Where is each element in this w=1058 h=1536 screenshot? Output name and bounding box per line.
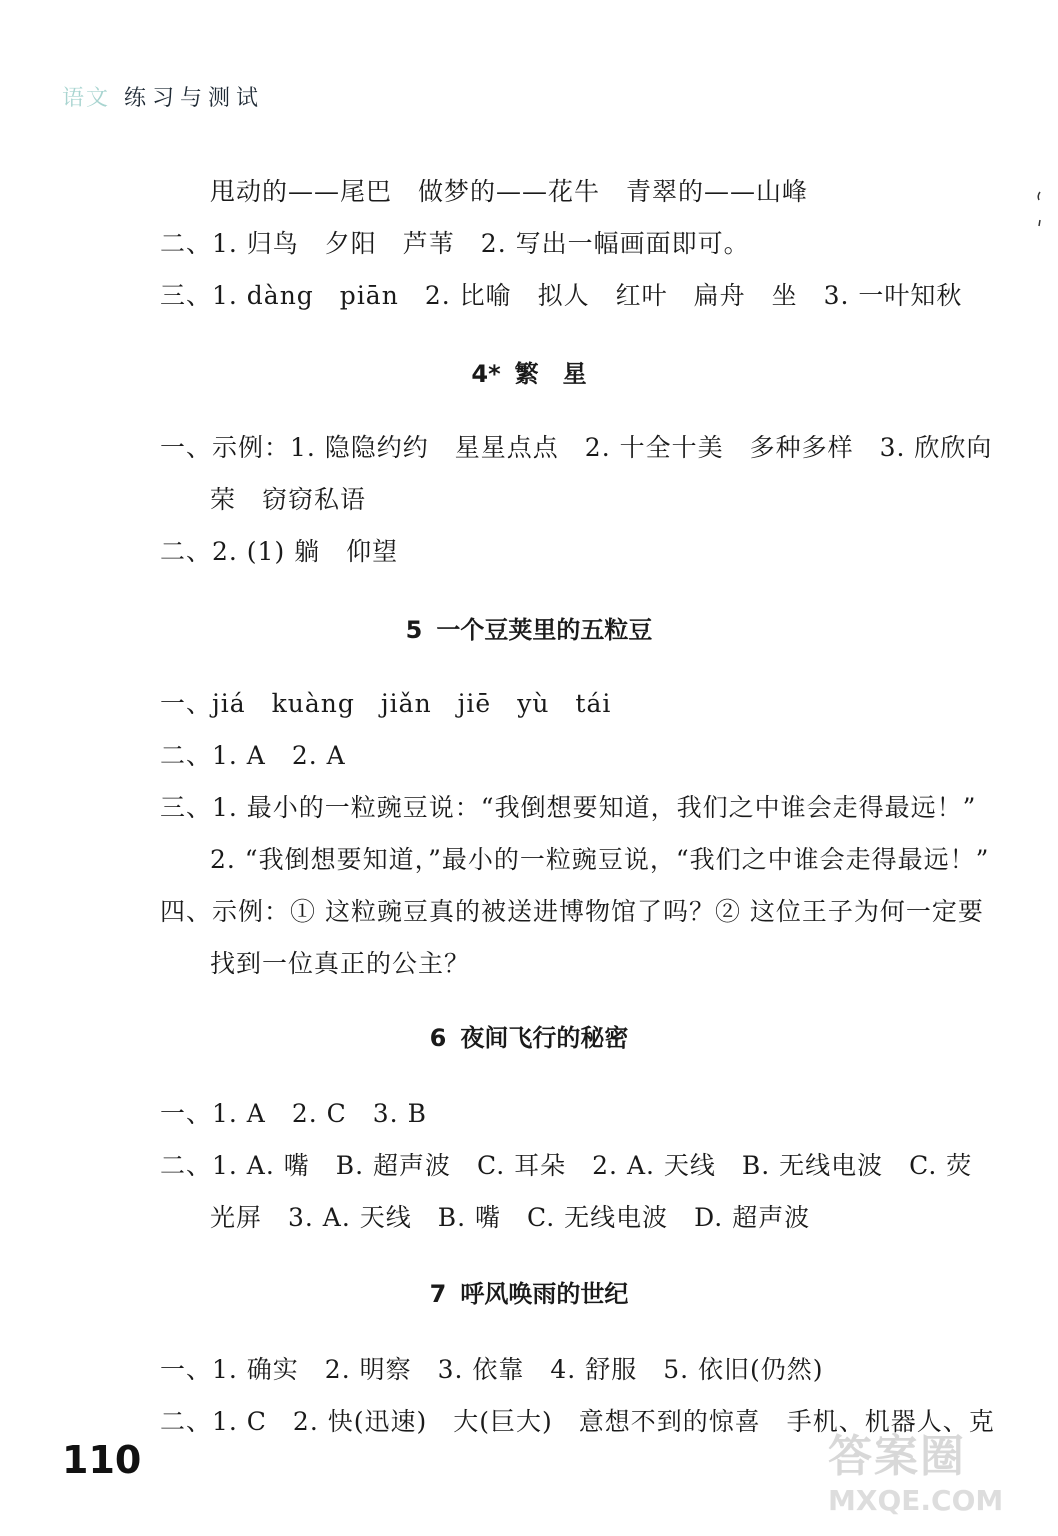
answer-line: 三、1. dàng piān 2. 比喻 拟人 红叶 扁舟 坐 3. 一叶知秋	[160, 281, 963, 310]
answer-line: 二、1. 归鸟 夕阳 芦苇 2. 写出一幅画面即可。	[160, 229, 750, 258]
answer-line: 二、2. (1) 躺 仰望	[160, 537, 399, 566]
answer-line: 2. “我倒想要知道，”最小的一粒豌豆说，“我们之中谁会走得最远！”	[210, 845, 990, 874]
section-heading	[0, 358, 1058, 390]
answer-line: 三、1. 最小的一粒豌豆说：“我倒想要知道，我们之中谁会走得最远！”	[160, 793, 977, 822]
section-heading	[0, 1278, 1058, 1310]
watermark-url: MXQE.COM	[828, 1484, 1004, 1517]
answer-line: 找到一位真正的公主？	[210, 949, 471, 978]
section-number: 6	[429, 1024, 447, 1052]
page-number: 110	[62, 1438, 142, 1482]
answer-line: 二、1. A 2. A	[160, 741, 346, 770]
section-number: 7	[429, 1280, 447, 1308]
answer-line: 二、1. A. 嘴 B. 超声波 C. 耳朵 2. A. 天线 B. 无线电波 C. 荧	[160, 1151, 973, 1180]
watermark-text: 答案圈	[828, 1431, 966, 1482]
section-heading	[0, 614, 1058, 646]
page-edge-mark	[1036, 190, 1042, 230]
answer-line: 一、示例：1. 隐隐约约 星星点点 2. 十全十美 多种多样 3. 欣欣向	[160, 433, 993, 462]
section-title: 呼风唤雨的世纪	[460, 1280, 629, 1308]
answer-line: 四、示例：① 这粒豌豆真的被送进博物馆了吗？② 这位王子为何一定要	[160, 897, 984, 926]
watermark-logo	[828, 1420, 1028, 1520]
answer-line: 荣 窃窃私语	[210, 485, 367, 514]
answer-line: 一、1. A 2. C 3. B	[160, 1099, 427, 1128]
header-title: 练习与测试	[124, 86, 265, 111]
answer-line: 一、jiá kuàng jiǎn jiē yù tái	[160, 689, 612, 718]
answer-line: 一、1. 确实 2. 明察 3. 依靠 4. 舒服 5. 依旧(仍然)	[160, 1355, 824, 1384]
section-heading	[0, 1022, 1058, 1054]
answer-line: 光屏 3. A. 天线 B. 嘴 C. 无线电波 D. 超声波	[210, 1203, 811, 1232]
section-title: 一个豆荚里的五粒豆	[436, 616, 653, 644]
answer-line: 二、1. C 2. 快(迅速) 大(巨大) 意想不到的惊喜 手机、机器人、克	[160, 1407, 995, 1436]
section-number: 5	[405, 616, 423, 644]
section-title: 夜间飞行的秘密	[460, 1024, 629, 1052]
section-number: 4*	[471, 360, 501, 388]
section-title: 繁 星	[514, 360, 587, 388]
header-subject: 语文	[62, 86, 111, 111]
answer-line: 甩动的——尾巴 做梦的——花牛 青翠的——山峰	[210, 177, 809, 206]
page-header	[62, 72, 264, 112]
